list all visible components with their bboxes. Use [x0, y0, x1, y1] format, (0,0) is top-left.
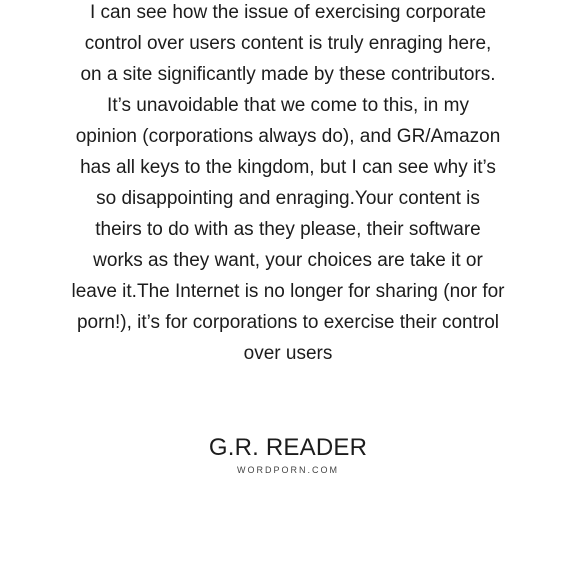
- quote-line: works as they want, your choices are take it or: [93, 250, 483, 271]
- quote-line: control over users content is truly enraging here,: [84, 33, 492, 54]
- quote-line: It’s unavoidable that we come to this, in my: [107, 95, 469, 116]
- quote-line: over users: [243, 343, 333, 364]
- quote-line: so disappointing and enraging.Your content is: [96, 188, 480, 209]
- site-watermark: WORDPORN.COM: [237, 465, 339, 475]
- quote-line: has all keys to the kingdom, but I can see why it’s: [80, 157, 496, 178]
- quote-line: opinion (corporations always do), and GR/Amazon: [75, 126, 501, 147]
- quote-line: theirs to do with as they please, their software: [95, 219, 481, 240]
- quote-line: leave it.The Internet is no longer for sharing (nor for: [71, 281, 505, 302]
- quote-line: on a site significantly made by these contributors.: [80, 64, 496, 85]
- quote-line: I can see how the issue of exercising corporate: [89, 2, 487, 23]
- quote-text: [40, 0, 536, 369]
- quote-author: G.R. READER: [208, 434, 368, 461]
- quote-line: porn!), it’s for corporations to exercise their control: [76, 312, 500, 333]
